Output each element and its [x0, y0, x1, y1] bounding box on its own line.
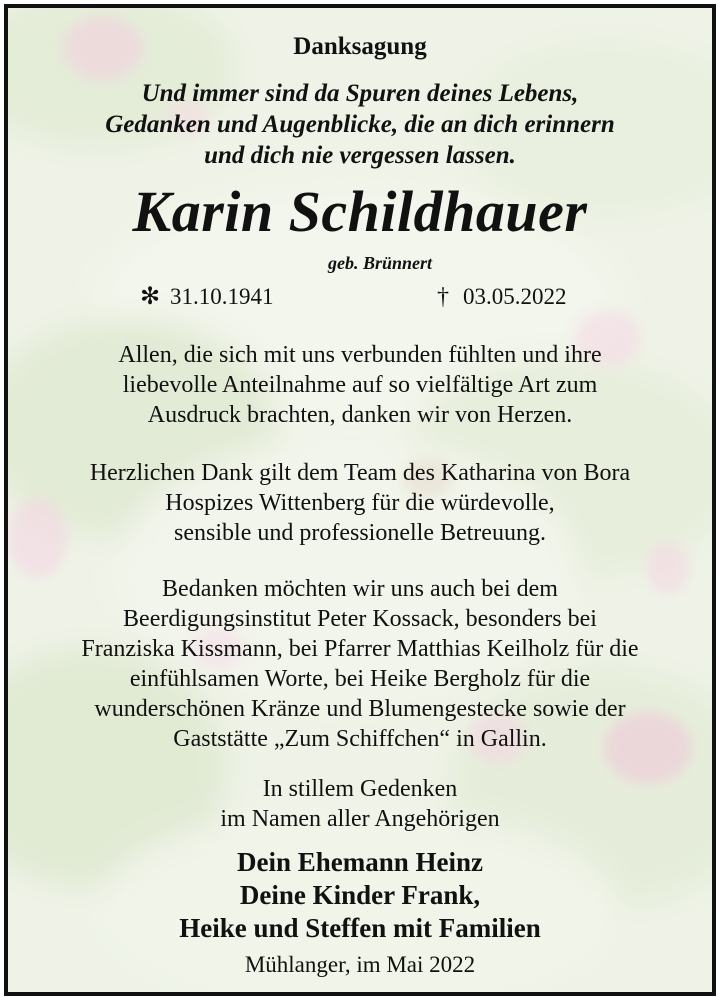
- text-line: einfühlsamen Worte, bei Heike Bergholz für die: [129, 666, 591, 692]
- cross-icon: †: [437, 284, 449, 310]
- motto-line: und dich nie vergessen lassen.: [204, 142, 516, 169]
- death-date-group: [429, 282, 567, 312]
- obituary-card: [4, 4, 716, 996]
- text-line: Ausdruck brachten, danken wir von Herzen.: [147, 402, 573, 428]
- family-line: Heike und Steffen mit Familien: [179, 913, 541, 943]
- text-line: Franziska Kissmann, bei Pfarrer Matthias Keilholz für die: [81, 636, 639, 662]
- text-line: Bedanken möchten wir uns auch bei dem: [162, 576, 558, 602]
- text-line: In stillem Gedenken: [262, 776, 458, 802]
- motto-line: Und immer sind da Spuren deines Lebens,: [141, 80, 579, 107]
- maiden-name: geb. Brünnert: [327, 253, 433, 273]
- hospice-paragraph: [8, 458, 712, 548]
- family-signature: [8, 846, 712, 945]
- text-line: Allen, die sich mit uns verbunden fühlten und ihre: [118, 342, 602, 368]
- acknowledgements-paragraph: [8, 574, 712, 754]
- family-line: Deine Kinder Frank,: [239, 880, 481, 910]
- closing-words: [8, 774, 712, 834]
- birth-date: 31.10.1941: [170, 284, 274, 309]
- death-date: 03.05.2022: [463, 284, 567, 309]
- text-line: liebevolle Anteilnahme auf so vielfältige Art zum: [122, 372, 598, 398]
- birth-date-group: [136, 282, 274, 312]
- place-and-date: Mühlanger, im Mai 2022: [244, 952, 476, 977]
- text-line: Herzlichen Dank gilt dem Team des Katharina von Bora: [89, 460, 631, 486]
- text-line: im Namen aller Angehörigen: [220, 806, 500, 832]
- family-line: Dein Ehemann Heinz: [236, 847, 484, 877]
- text-line: Hospizes Wittenberg für die würdevolle,: [165, 490, 555, 516]
- asterisk-icon: ✻: [139, 284, 161, 310]
- text-line: sensible und professionelle Betreuung.: [174, 520, 546, 546]
- text-line: wunderschönen Kränze und Blumengestecke sowie der: [94, 696, 626, 722]
- thanks-paragraph: [8, 340, 712, 430]
- text-line: Gaststätte „Zum Schiffchen“ in Gallin.: [173, 726, 547, 752]
- motto: [8, 78, 712, 171]
- life-dates: [8, 282, 712, 312]
- notice-title: Danksagung: [293, 33, 427, 60]
- notice-content: [8, 8, 712, 992]
- motto-line: Gedanken und Augenblicke, die an dich erinnern: [105, 111, 615, 138]
- deceased-name: Karin Schildhauer: [132, 179, 588, 244]
- text-line: Beerdigungsinstitut Peter Kossack, besonders bei: [123, 606, 597, 632]
